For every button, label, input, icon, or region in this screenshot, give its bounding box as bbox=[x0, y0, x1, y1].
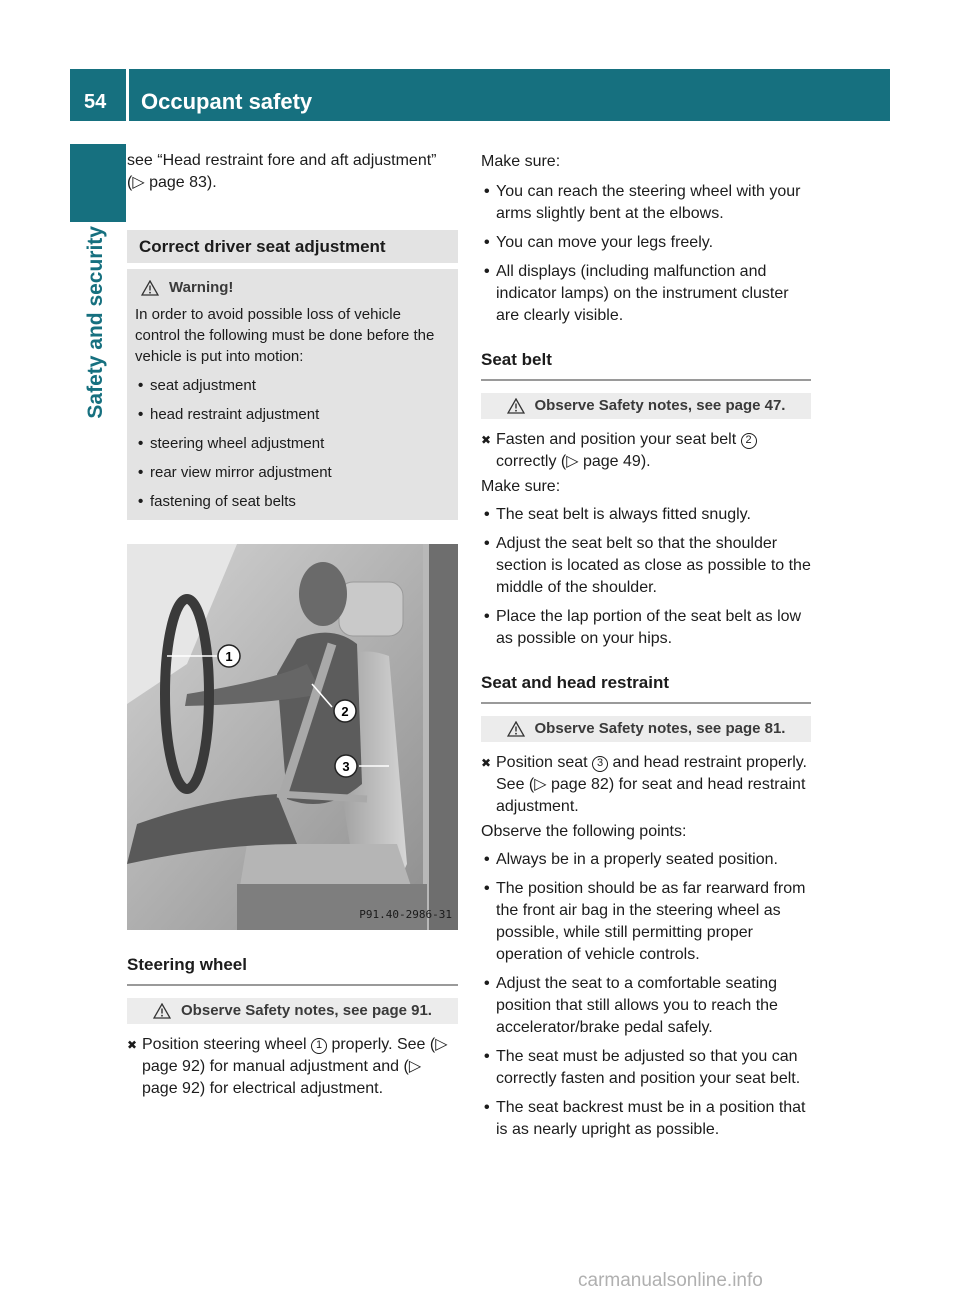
warning-box bbox=[127, 269, 458, 520]
make-sure-label: Make sure: bbox=[481, 153, 561, 170]
step-text: properly. See (▷ page 92) for manual adjustment and (▷ page 92) for electrical adjustment. bbox=[142, 1036, 448, 1097]
warning-title bbox=[141, 277, 450, 298]
safety-note-seat-belt bbox=[481, 393, 811, 419]
safety-note-text: Observe Safety notes, see page 81. bbox=[534, 720, 786, 737]
safety-note-head-restraint bbox=[481, 716, 811, 742]
point-item: • Always be in a properly seated position. bbox=[481, 849, 811, 871]
point-item: • The position should be as far rearward from the front air bag in the steering wheel as possible, while still permitting proper operation of vehicle controls. bbox=[481, 878, 811, 966]
check-item: • The seat belt is always fitted snugly. bbox=[481, 504, 811, 526]
section-title-correct-seat: Correct driver seat adjustment bbox=[127, 230, 458, 263]
warning-text: In order to avoid possible loss of vehicle control the following must be done before the vehicle is put into motion: bbox=[135, 306, 435, 365]
step-seat-position bbox=[481, 752, 811, 818]
warning-item: • head restraint adjustment bbox=[135, 404, 450, 425]
warning-item: • steering wheel adjustment bbox=[135, 433, 450, 454]
step-seat-belt bbox=[481, 429, 811, 473]
svg-text:3: 3 bbox=[342, 759, 350, 774]
warning-item: • fastening of seat belts bbox=[135, 491, 450, 512]
callout-3 bbox=[335, 755, 357, 777]
heading-seat-head-restraint: Seat and head restraint bbox=[481, 672, 811, 704]
warning-triangle-icon bbox=[141, 280, 159, 296]
callout-ref-1: 1 bbox=[311, 1038, 327, 1054]
header-separator bbox=[126, 69, 129, 121]
point-item: • Adjust the seat to a comfortable seating position that still allows you to reach the accelerator/brake pedal safely. bbox=[481, 973, 811, 1039]
warning-triangle-icon bbox=[153, 1003, 171, 1019]
side-section-label: Safety and security bbox=[84, 226, 107, 419]
check-item: • You can reach the steering wheel with your arms slightly bent at the elbows. bbox=[481, 181, 811, 225]
step-text: correctly (▷ page 49). bbox=[496, 453, 651, 470]
step-text: Position seat bbox=[496, 754, 588, 771]
safety-note-steering bbox=[127, 998, 458, 1024]
svg-text:2: 2 bbox=[341, 704, 349, 719]
left-column bbox=[127, 150, 458, 1103]
side-tab-marker bbox=[70, 144, 126, 222]
warning-item: • rear view mirror adjustment bbox=[135, 462, 450, 483]
step-text: Position steering wheel bbox=[142, 1036, 307, 1053]
safety-note-text: Observe Safety notes, see page 91. bbox=[181, 1002, 432, 1019]
warning-item: • seat adjustment bbox=[135, 375, 450, 396]
figure-code: P91.40-2986-31 bbox=[359, 908, 452, 921]
svg-text:1: 1 bbox=[225, 649, 233, 664]
driver-seat-figure bbox=[127, 544, 458, 930]
make-sure-label: Make sure: bbox=[481, 478, 561, 495]
point-item: • The seat backrest must be in a position that is as nearly upright as possible. bbox=[481, 1097, 811, 1141]
intro-text: see “Head restraint fore and aft adjustment” (▷ page 83). bbox=[127, 152, 437, 191]
warning-triangle-icon bbox=[507, 398, 525, 414]
observe-label: Observe the following points: bbox=[481, 823, 687, 840]
safety-note-text: Observe Safety notes, see page 47. bbox=[534, 397, 786, 414]
callout-ref-2: 2 bbox=[741, 433, 757, 449]
step-steering-wheel bbox=[127, 1034, 458, 1100]
step-text: Fasten and position your seat belt bbox=[496, 431, 737, 448]
callout-2 bbox=[334, 700, 356, 722]
check-item: • Place the lap portion of the seat belt as low as possible on your hips. bbox=[481, 606, 811, 650]
driver-seat-illustration bbox=[127, 544, 458, 930]
heading-seat-belt: Seat belt bbox=[481, 349, 811, 381]
right-column bbox=[481, 151, 811, 1148]
check-item: • You can move your legs freely. bbox=[481, 232, 811, 254]
callout-ref-3: 3 bbox=[592, 756, 608, 772]
point-item: • The seat must be adjusted so that you can correctly fasten and position your seat belt. bbox=[481, 1046, 811, 1090]
page-title: Occupant safety bbox=[141, 89, 313, 114]
warning-title-label: Warning! bbox=[169, 279, 234, 296]
heading-steering-wheel: Steering wheel bbox=[127, 954, 458, 986]
warning-triangle-icon bbox=[507, 721, 525, 737]
check-item: • Adjust the seat belt so that the shoulder section is located as close as possible to the middle of the shoulder. bbox=[481, 533, 811, 599]
callout-1 bbox=[218, 645, 240, 667]
watermark: carmanualsonline.info bbox=[578, 1270, 763, 1291]
page-number: 54 bbox=[84, 91, 107, 113]
step-text: and head restraint properly. See (▷ page 82) for seat and head restraint adjustment. bbox=[496, 754, 807, 815]
check-item: • All displays (including malfunction and indicator lamps) on the instrument cluster are clearly visible. bbox=[481, 261, 811, 327]
